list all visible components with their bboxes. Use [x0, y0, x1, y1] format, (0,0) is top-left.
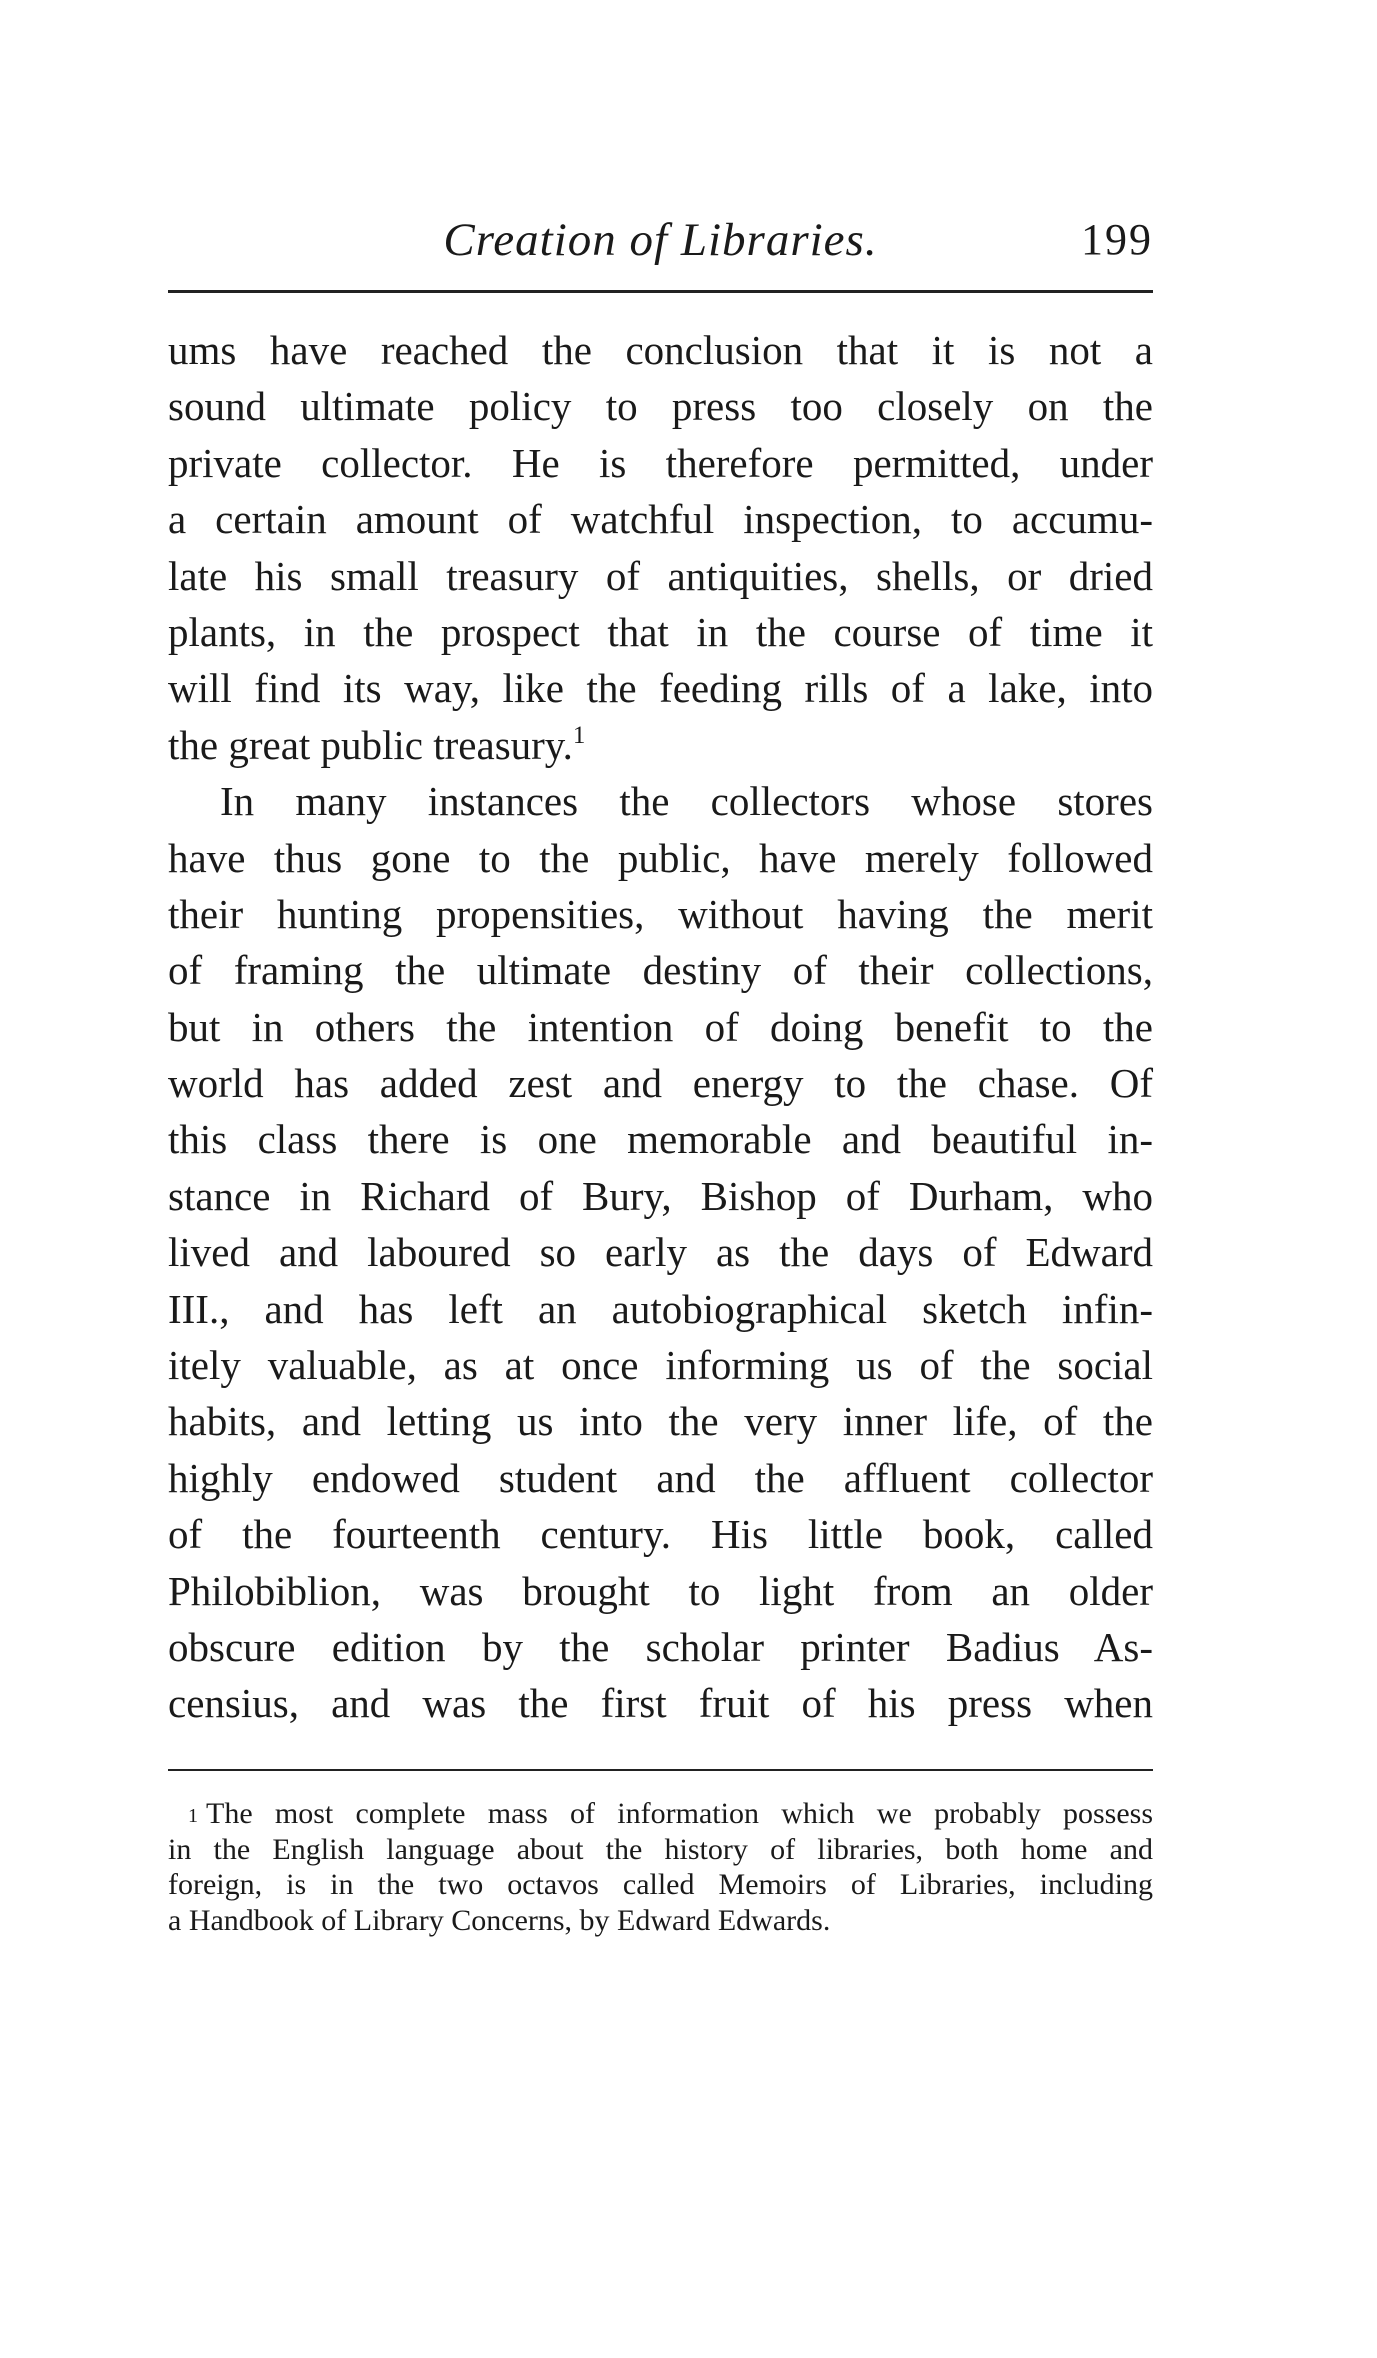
text-line: itely valuable, as at once informing us of the social [168, 1342, 1153, 1389]
text-line: this class there is one memorable and beautiful in- [168, 1116, 1153, 1163]
footnote-line: a Handbook of Library Concerns, by Edward Edwards. [168, 1903, 831, 1937]
page-number: 199 [1081, 215, 1153, 264]
footnote-reference: 1 [572, 721, 586, 749]
text-line: highly endowed student and the affluent collector [168, 1454, 1153, 1501]
footnote-line: foreign, is in the two octavos called Memoirs of Libraries, including [168, 1868, 1153, 1901]
text-line: censius, and was the first fruit of his press when [168, 1680, 1153, 1727]
text-line-paragraph-start: In many instances the collectors whose stores [220, 778, 1153, 825]
footnote-line-content: The most complete mass of information which we probably possess [206, 1797, 1153, 1830]
footnote [168, 1796, 1153, 1938]
text-line: ums have reached the conclusion that it is not a [168, 327, 1153, 373]
text-line-paragraph-end [168, 717, 1153, 773]
text-line: stance in Richard of Bury, Bishop of Durham, who [168, 1172, 1153, 1219]
text-line: obscure edition by the scholar printer Badius As- [168, 1623, 1153, 1670]
footnote-line: in the English language about the history of libraries, both home and [168, 1832, 1153, 1866]
text-line: late his small treasury of antiquities, shells, or dried [168, 552, 1153, 599]
body-text [168, 322, 1153, 1732]
footnote-rule [168, 1769, 1153, 1771]
footnote-number: 1 [188, 1805, 198, 1827]
header-rule [168, 290, 1153, 293]
text-line: will find its way, like the feeding rills of a lake, into [168, 665, 1153, 712]
text-line: Philobiblion, was brought to light from an older [168, 1567, 1153, 1614]
text-line: of framing the ultimate destiny of their collections, [168, 947, 1153, 994]
text-line: sound ultimate policy to press too closely on the [168, 383, 1153, 430]
running-title: Creation of Libraries. [443, 214, 878, 266]
text-line: but in others the intention of doing benefit to the [168, 1003, 1153, 1050]
text-line: have thus gone to the public, have merely followed [168, 834, 1153, 881]
running-head [168, 210, 1153, 280]
text-line: plants, in the prospect that in the course of time it [168, 608, 1153, 655]
text-line: their hunting propensities, without having the merit [168, 890, 1153, 937]
text-line: III., and has left an autobiographical sketch infin- [168, 1285, 1153, 1332]
text-line: habits, and letting us into the very inner life, of the [168, 1398, 1153, 1445]
text-line-content: the great public treasury. [168, 721, 573, 768]
footnote-line [168, 1796, 1153, 1832]
text-line: world has added zest and energy to the chase. Of [168, 1060, 1153, 1107]
text-line: lived and laboured so early as the days of Edward [168, 1229, 1153, 1276]
text-line: of the fourteenth century. His little book, called [168, 1511, 1153, 1558]
text-line: private collector. He is therefore permitted, under [168, 439, 1153, 486]
text-line: a certain amount of watchful inspection, to accumu- [168, 496, 1153, 543]
